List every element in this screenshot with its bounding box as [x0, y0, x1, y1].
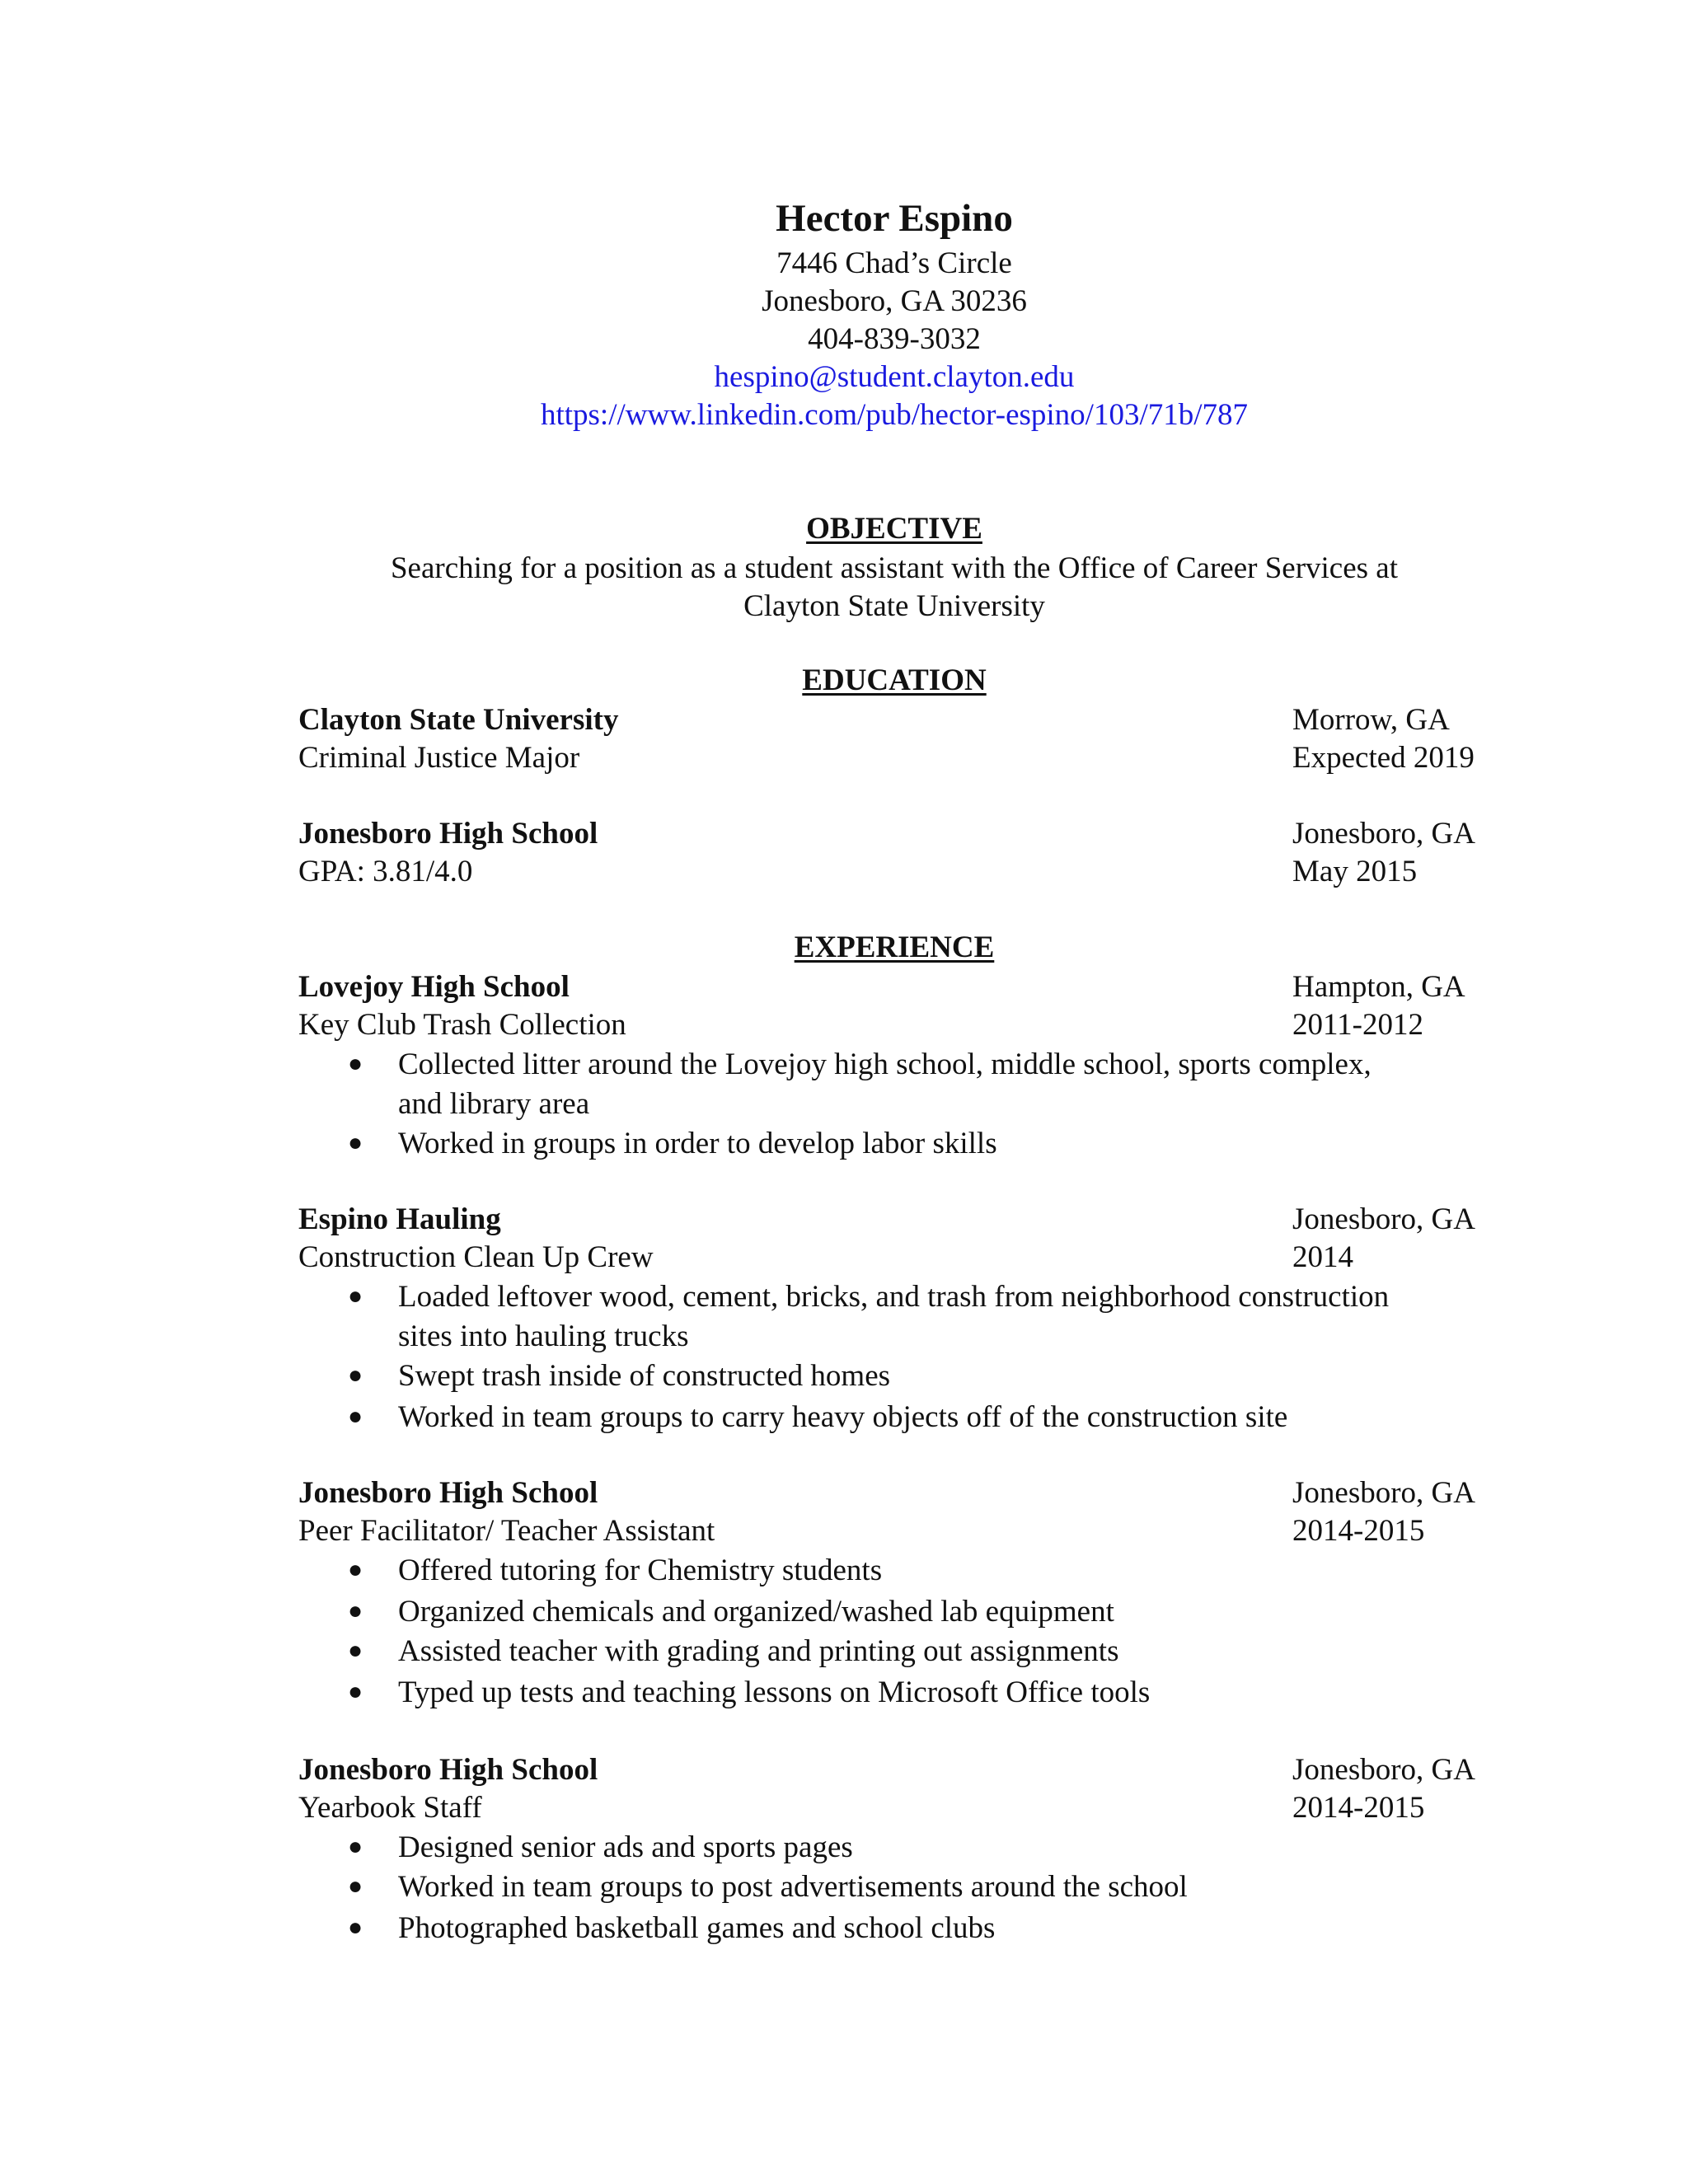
bullet-icon: ●: [348, 1556, 363, 1583]
education-school-name: Clayton State University: [298, 703, 619, 737]
bullet-icon: ●: [348, 1282, 363, 1310]
linkedin-link[interactable]: https://www.linkedin.com/pub/hector-espino/103/71b/787: [540, 398, 1249, 432]
job-location: Jonesboro, GA: [1292, 1476, 1475, 1510]
job-bullet-continuation: sites into hauling trucks: [398, 1319, 689, 1353]
education-school-location: Morrow, GA: [1292, 703, 1450, 737]
bullet-icon: ●: [348, 1361, 363, 1389]
job-bullet-continuation: and library area: [398, 1087, 590, 1121]
job-bullet: Swept trash inside of constructed homes: [398, 1359, 891, 1393]
job-organization: Espino Hauling: [298, 1202, 501, 1236]
job-bullet: Worked in team groups to carry heavy objects off of the construction site: [398, 1400, 1288, 1434]
job-location: Jonesboro, GA: [1292, 1753, 1475, 1787]
bullet-icon: ●: [348, 1833, 363, 1860]
job-role: Key Club Trash Collection: [298, 1008, 626, 1042]
education-heading: EDUCATION: [802, 663, 987, 697]
job-date: 2014-2015: [1292, 1514, 1425, 1548]
job-bullet: Photographed basketball games and school clubs: [398, 1911, 996, 1945]
objective-heading: OBJECTIVE: [806, 512, 982, 546]
candidate-name: Hector Espino: [776, 197, 1013, 240]
objective-text-line-1: Searching for a position as a student assistant with the Office of Career Services at: [390, 551, 1398, 585]
job-date: 2011-2012: [1292, 1008, 1423, 1042]
education-school-date: Expected 2019: [1292, 741, 1475, 775]
job-date: 2014-2015: [1292, 1791, 1425, 1825]
bullet-icon: ●: [348, 1678, 363, 1705]
bullet-icon: ●: [348, 1403, 363, 1430]
education-school-date: May 2015: [1292, 855, 1418, 888]
job-bullet: Worked in team groups to post advertisements around the school: [398, 1870, 1188, 1904]
phone-number: 404-839-3032: [808, 322, 981, 356]
job-organization: Lovejoy High School: [298, 970, 570, 1004]
job-bullet: Loaded leftover wood, cement, bricks, and trash from neighborhood construction: [398, 1280, 1390, 1314]
bullet-icon: ●: [348, 1637, 363, 1664]
address-street: 7446 Chad’s Circle: [776, 246, 1012, 280]
bullet-icon: ●: [348, 1129, 363, 1156]
education-school-location: Jonesboro, GA: [1292, 817, 1475, 851]
bullet-icon: ●: [348, 1872, 363, 1900]
email-link[interactable]: hespino@student.clayton.edu: [714, 360, 1075, 394]
job-bullet: Assisted teacher with grading and printing out assignments: [398, 1634, 1119, 1668]
job-organization: Jonesboro High School: [298, 1753, 598, 1787]
address-city: Jonesboro, GA 30236: [762, 284, 1027, 318]
job-bullet: Collected litter around the Lovejoy high school, middle school, sports complex,: [398, 1047, 1372, 1081]
bullet-icon: ●: [348, 1914, 363, 1941]
job-bullet: Worked in groups in order to develop labor skills: [398, 1127, 997, 1160]
job-bullet: Typed up tests and teaching lessons on Microsoft Office tools: [398, 1675, 1151, 1709]
job-date: 2014: [1292, 1240, 1353, 1274]
experience-heading: EXPERIENCE: [794, 930, 995, 964]
education-school-detail: GPA: 3.81/4.0: [298, 855, 473, 888]
job-role: Yearbook Staff: [298, 1791, 482, 1825]
education-school-detail: Criminal Justice Major: [298, 741, 580, 775]
job-bullet: Designed senior ads and sports pages: [398, 1830, 853, 1864]
job-bullet: Offered tutoring for Chemistry students: [398, 1554, 883, 1587]
job-bullet: Organized chemicals and organized/washed lab equipment: [398, 1595, 1114, 1629]
job-role: Peer Facilitator/ Teacher Assistant: [298, 1514, 715, 1548]
education-school-name: Jonesboro High School: [298, 817, 598, 851]
job-location: Jonesboro, GA: [1292, 1202, 1475, 1236]
bullet-icon: ●: [348, 1597, 363, 1624]
bullet-icon: ●: [348, 1050, 363, 1077]
job-organization: Jonesboro High School: [298, 1476, 598, 1510]
job-location: Hampton, GA: [1292, 970, 1465, 1004]
objective-text-line-2: Clayton State University: [743, 589, 1045, 623]
job-role: Construction Clean Up Crew: [298, 1240, 654, 1274]
